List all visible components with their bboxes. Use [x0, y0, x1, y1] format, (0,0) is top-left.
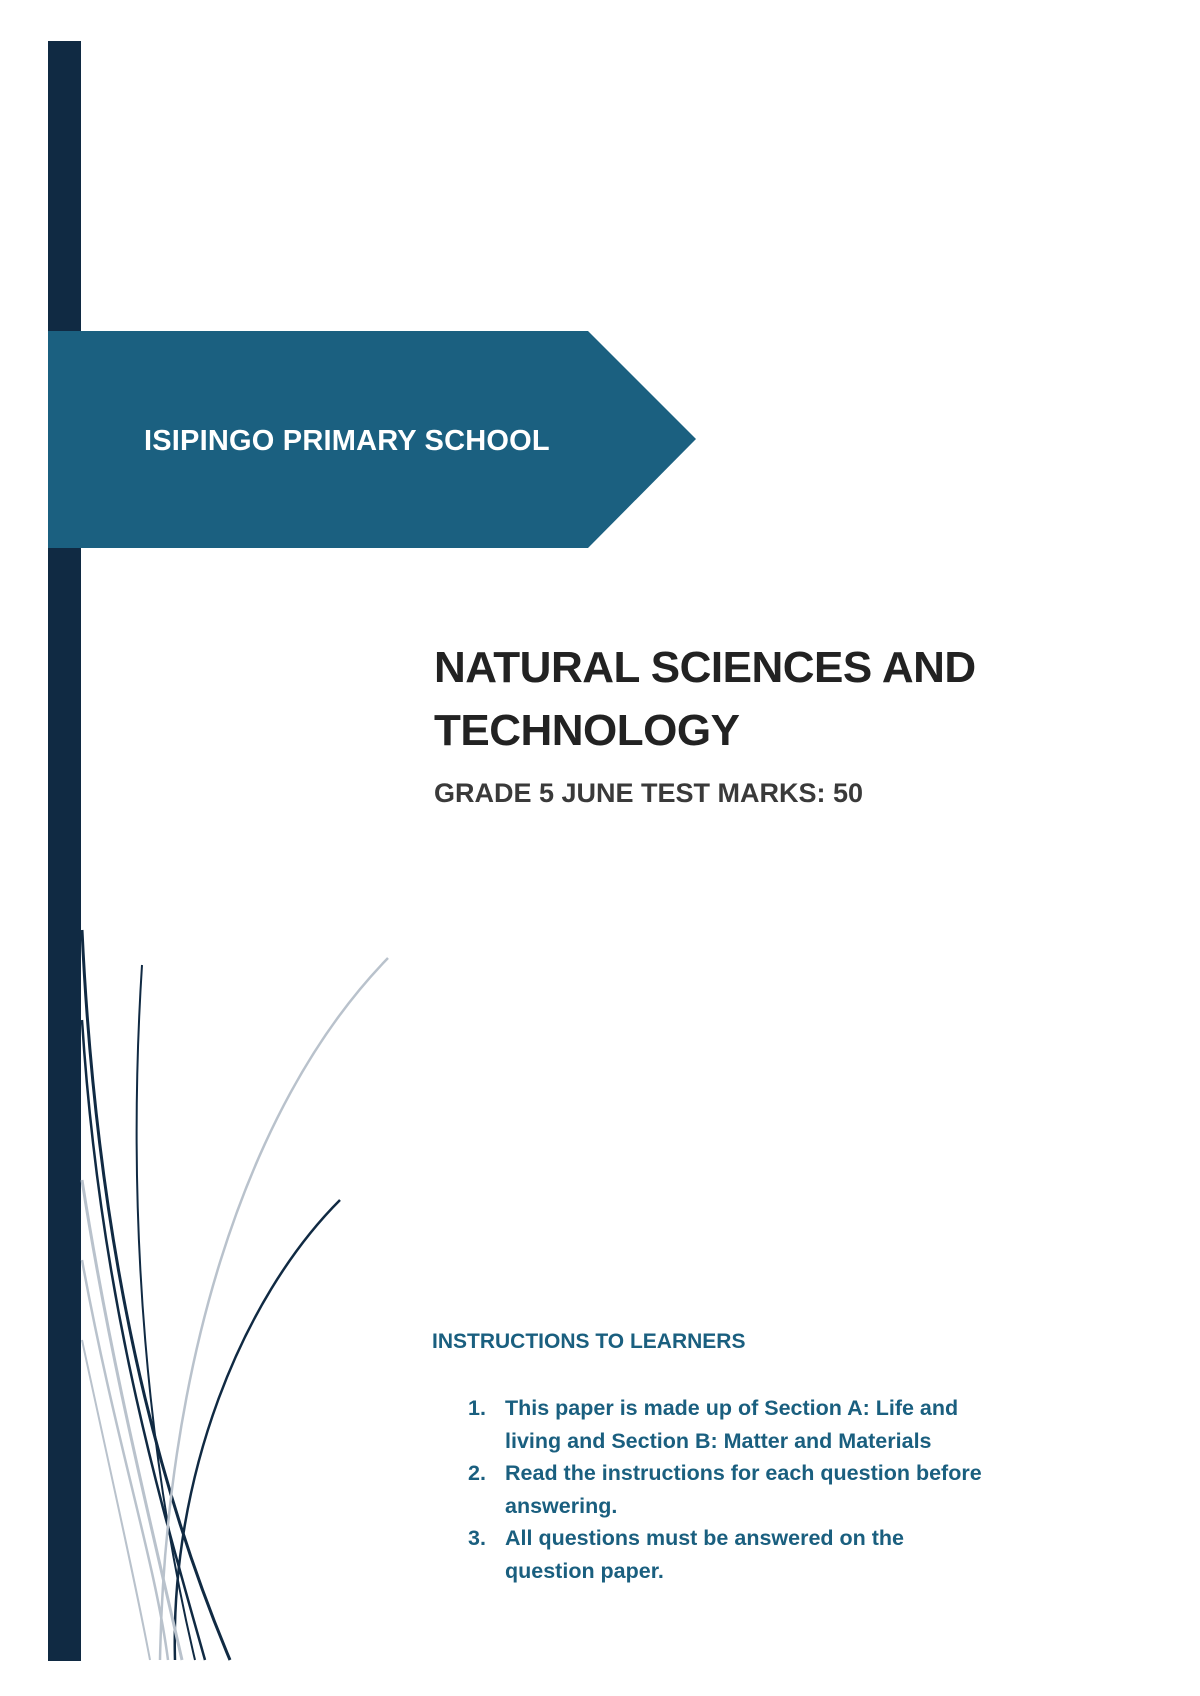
instruction-text: This paper is made up of Section A: Life and living and Section B: Matter and Materials [505, 1396, 959, 1453]
instructions-heading: INSTRUCTIONS TO LEARNERS [432, 1330, 746, 1353]
subject-title-line-2: TECHNOLOGY [434, 706, 740, 755]
instruction-number: 1. [468, 1396, 486, 1420]
instructions-list [430, 1392, 990, 1587]
instruction-item [430, 1457, 990, 1522]
instruction-text: Read the instructions for each question before answering. [505, 1461, 982, 1518]
instruction-number: 3. [468, 1526, 486, 1550]
instruction-text: All questions must be answered on the question paper. [505, 1526, 905, 1583]
school-name: ISIPINGO PRIMARY SCHOOL [144, 425, 550, 457]
instruction-item [430, 1392, 990, 1457]
test-subtitle: GRADE 5 JUNE TEST MARKS: 50 [434, 778, 864, 808]
instruction-number: 2. [468, 1461, 486, 1485]
instruction-item [430, 1522, 990, 1587]
subject-title-line-1: NATURAL SCIENCES AND [434, 643, 976, 692]
